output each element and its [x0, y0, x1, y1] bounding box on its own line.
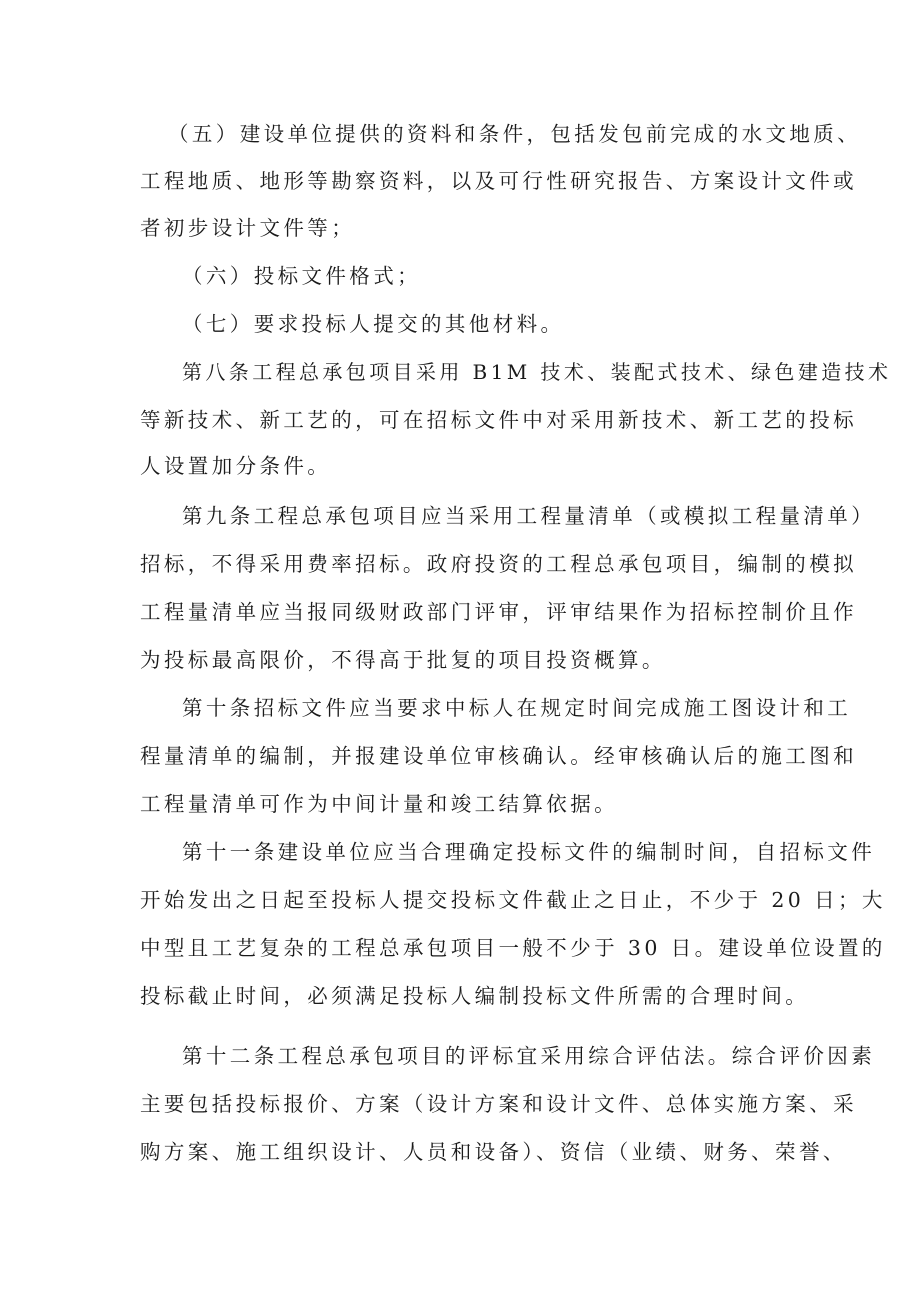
paragraph-line: 第十二条工程总承包项目的评标宜采用综合评估法。综合评价因素 — [182, 1044, 876, 1068]
paragraph-line: 招标，不得采用费率招标。政府投资的工程总承包项目，编制的模拟 — [140, 552, 857, 576]
paragraph-line: （七）要求投标人提交的其他材料。 — [182, 312, 565, 336]
paragraph-line: 工程量清单应当报同级财政部门评审，评审结果作为招标控制价且作 — [140, 600, 857, 624]
paragraph-line: 开始发出之日起至投标人提交投标文件截止之日止，不少于 20 日；大 — [140, 888, 886, 912]
paragraph-line: 购方案、施工组织设计、人员和设备）、资信（业绩、财务、荣誉、 — [140, 1140, 847, 1164]
paragraph-line: 第十条招标文件应当要求中标人在规定时间完成施工图设计和工 — [182, 696, 852, 720]
paragraph-line: 者初步设计文件等； — [140, 216, 356, 240]
paragraph-line: （六）投标文件格式； — [182, 264, 421, 288]
paragraph-line: 工程地质、地形等勘察资料，以及可行性研究报告、方案设计文件或 — [140, 169, 857, 193]
paragraph-line: 为投标最高限价，不得高于批复的项目投资概算。 — [140, 648, 666, 672]
paragraph-line: 程量清单的编制，并报建设单位审核确认。经审核确认后的施工图和 — [140, 744, 857, 768]
paragraph-line: 投标截止时间，必须满足投标人编制投标文件所需的合理时间。 — [140, 984, 810, 1008]
paragraph-line: 工程量清单可作为中间计量和竣工结算依据。 — [140, 792, 618, 816]
paragraph-line: 等新技术、新工艺的，可在招标文件中对采用新技术、新工艺的投标 — [140, 408, 857, 432]
paragraph-line: （五）建设单位提供的资料和条件，包括发包前完成的水文地质、 — [168, 122, 862, 146]
paragraph-line: 人设置加分条件。 — [140, 454, 332, 478]
paragraph-line: 中型且工艺复杂的工程总承包项目一般不少于 30 日。建设单位设置的 — [140, 936, 886, 960]
paragraph-line: 第八条工程总承包项目采用 B1M 技术、装配式技术、绿色建造技术 — [182, 360, 892, 384]
paragraph-line: 第九条工程总承包项目应当采用工程量清单（或模拟工程量清单） — [182, 504, 876, 528]
paragraph-line: 第十一条建设单位应当合理确定投标文件的编制时间，自招标文件 — [182, 840, 876, 864]
paragraph-line: 主要包括投标报价、方案（设计方案和设计文件、总体实施方案、采 — [140, 1092, 857, 1116]
